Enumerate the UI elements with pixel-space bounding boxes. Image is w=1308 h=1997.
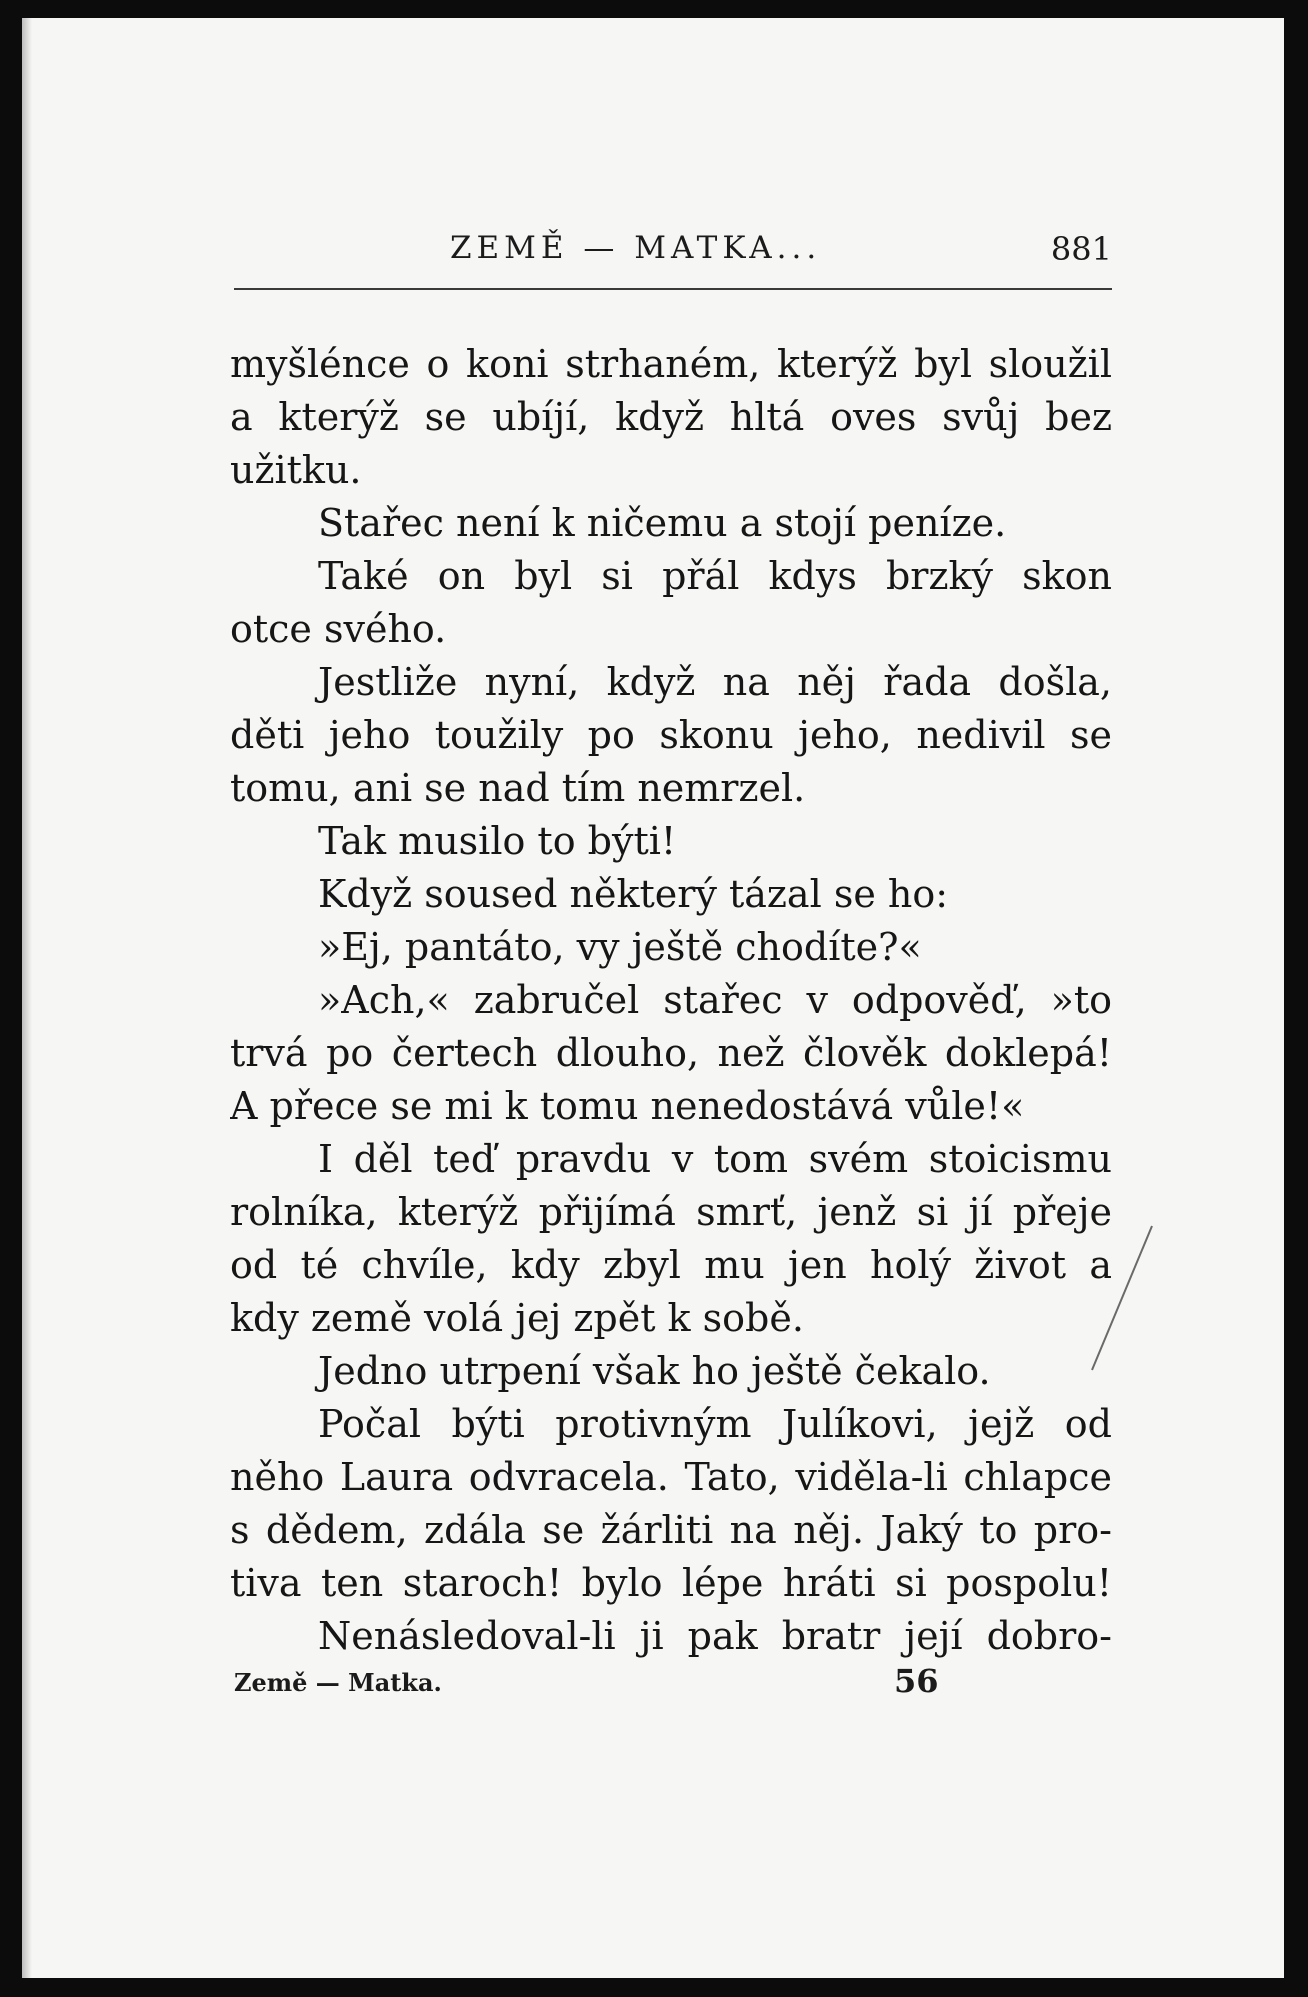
text-line: děti jeho toužily po skonu jeho, nedivil se bbox=[230, 713, 1112, 757]
text-line: tiva ten staroch! bylo lépe hráti si pospolu! bbox=[230, 1561, 1112, 1605]
text-line: Tak musilo to býti! bbox=[318, 819, 677, 863]
signature-footer bbox=[234, 1662, 974, 1708]
text-line: Jedno utrpení však ho ještě čekalo. bbox=[318, 1349, 991, 1393]
text-line: »Ej, pantáto, vy ještě chodíte?« bbox=[318, 925, 922, 969]
text-line: Počal býti protivným Julíkovi, jejž od bbox=[318, 1402, 1112, 1446]
signature-title: Země — Matka. bbox=[234, 1668, 442, 1697]
text-line: trvá po čertech dlouho, než člověk doklepá! bbox=[230, 1031, 1112, 1075]
text-line: rolníka, kterýž přijímá smrť, jenž si jí přeje bbox=[230, 1190, 1112, 1234]
text-line: I děl teď pravdu v tom svém stoicismu bbox=[318, 1137, 1112, 1181]
text-line: myšlénce o koni strhaném, kterýž byl sloužil bbox=[230, 342, 1112, 386]
running-title: ZEMĚ — MATKA... bbox=[450, 230, 822, 266]
text-line: tomu, ani se nad tím nemrzel. bbox=[230, 766, 806, 810]
text-line: kdy země volá jej zpět k sobě. bbox=[230, 1296, 804, 1340]
text-line: a kterýž se ubíjí, když hltá oves svůj bez bbox=[230, 395, 1112, 439]
header-rule bbox=[234, 288, 1112, 290]
text-line: otce svého. bbox=[230, 607, 447, 651]
text-line: Nenásledoval-li ji pak bratr její dobro- bbox=[318, 1614, 1112, 1658]
body-text bbox=[230, 338, 1112, 1663]
gutter-shadow bbox=[22, 18, 32, 1978]
text-line: Také on byl si přál kdys brzký skon bbox=[318, 554, 1112, 598]
text-line: s dědem, zdála se žárliti na něj. Jaký to pro- bbox=[230, 1508, 1112, 1552]
book-page bbox=[22, 18, 1284, 1978]
text-line: A přece se mi k tomu nenedostává vůle!« bbox=[230, 1084, 1025, 1128]
page-number: 881 bbox=[1050, 230, 1112, 268]
text-line: Stařec není k ničemu a stojí peníze. bbox=[318, 501, 1007, 545]
text-line: něho Laura odvracela. Tato, viděla-li chlapce bbox=[230, 1455, 1112, 1499]
signature-mark: 56 bbox=[894, 1662, 939, 1700]
text-line: užitku. bbox=[230, 448, 362, 492]
running-head bbox=[234, 218, 1112, 278]
text-line: »Ach,« zabručel stařec v odpověď, »to bbox=[318, 978, 1112, 1022]
text-line: Jestliže nyní, když na něj řada došla, bbox=[318, 660, 1112, 704]
pencil-mark bbox=[1082, 1218, 1162, 1378]
text-line: Když soused některý tázal se ho: bbox=[318, 872, 949, 916]
text-line: od té chvíle, kdy zbyl mu jen holý život a bbox=[230, 1243, 1112, 1287]
